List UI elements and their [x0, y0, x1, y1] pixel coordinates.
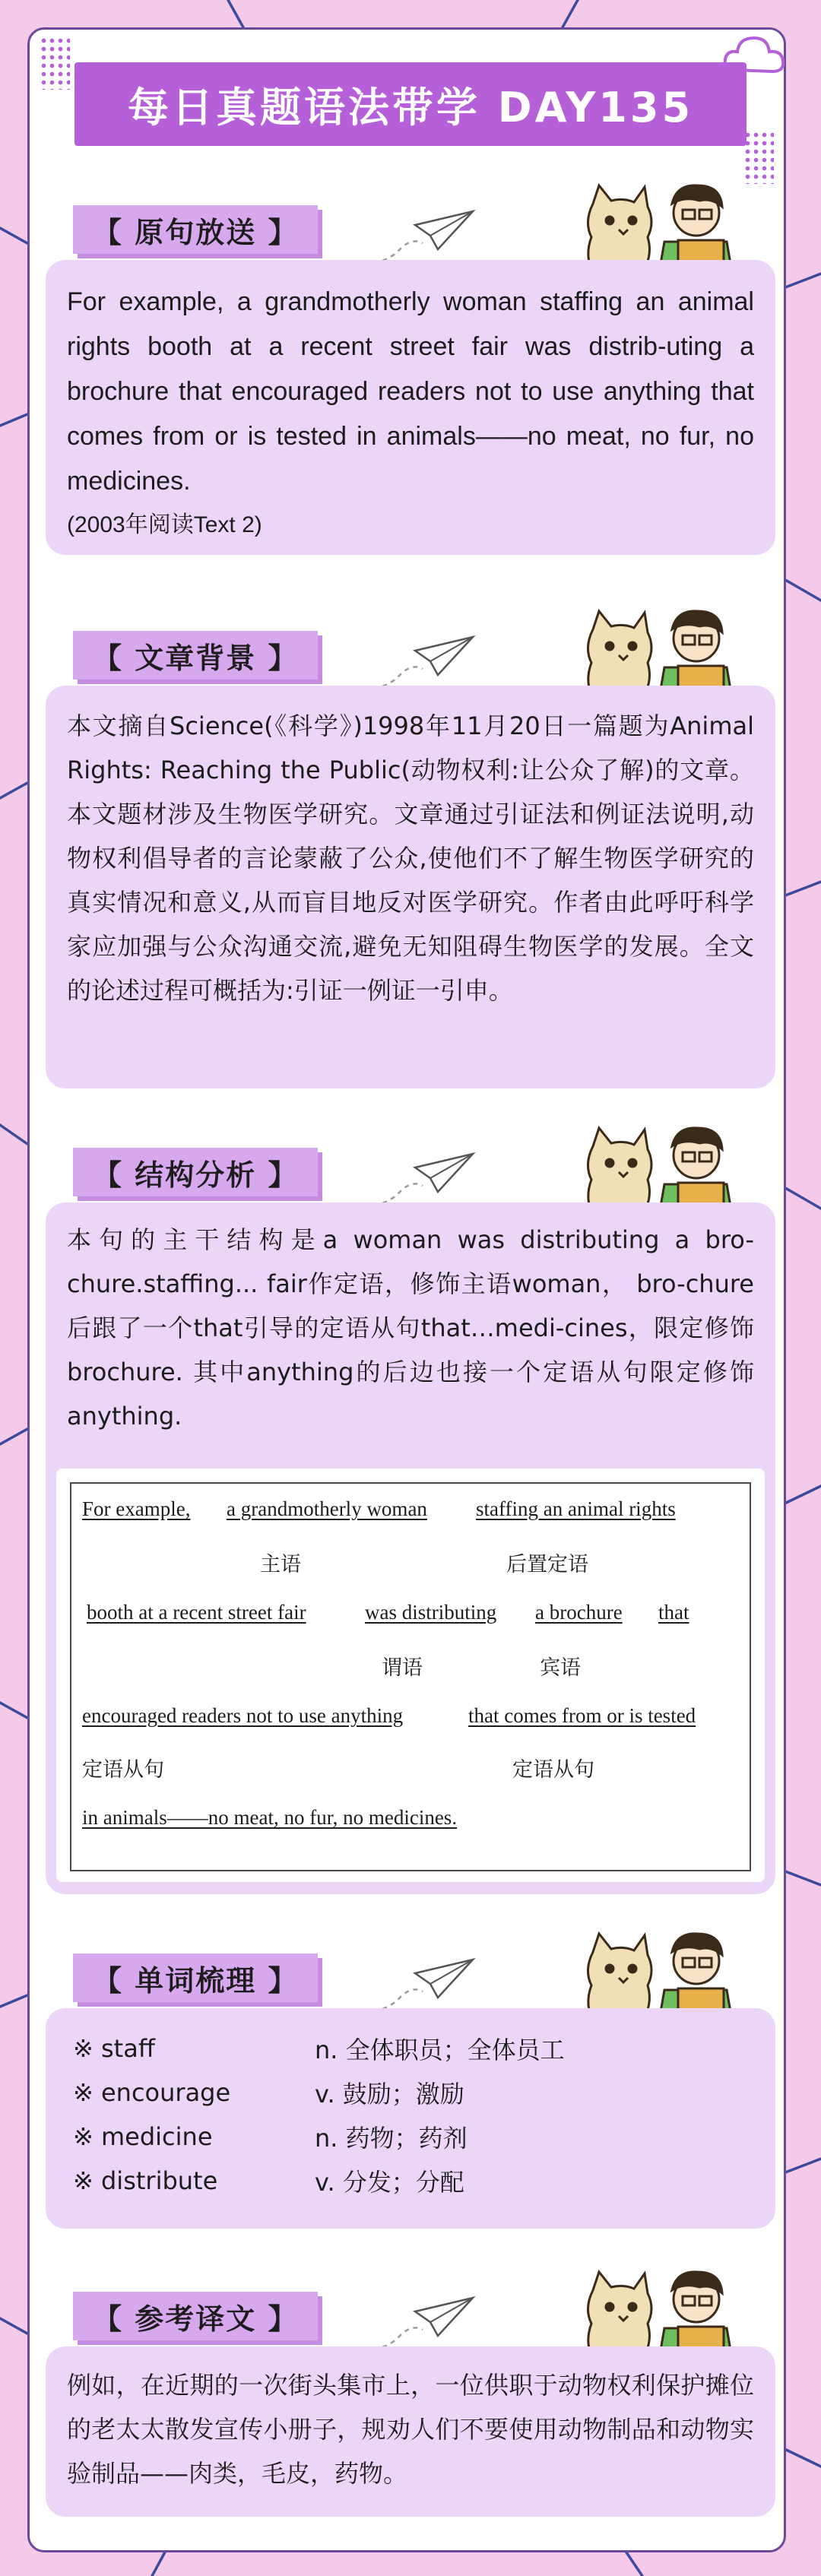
vocab-word: ※ staff — [73, 2034, 155, 2063]
vocab-meaning: n. 全体职员；全体员工 — [315, 2036, 565, 2064]
grammar-label: 主语 — [260, 1553, 301, 1576]
content-card — [46, 260, 775, 555]
diagram-border — [70, 1482, 751, 1871]
diagram-segment: was distributing — [365, 1601, 497, 1624]
diagram-segment: For example, — [82, 1497, 191, 1520]
diagram-segment: that — [658, 1601, 689, 1624]
section-structure-analysis — [46, 1148, 775, 1908]
source-note: (2003年阅读Text 2) — [67, 512, 262, 537]
section-title: 【 参考译文 】 — [93, 2302, 299, 2336]
diagram-segment: booth at a recent street fair — [87, 1601, 306, 1624]
vocab-meaning: v. 鼓励；激励 — [315, 2080, 464, 2109]
sentence-structure-diagram — [56, 1469, 765, 1882]
section-title-tag — [73, 1953, 318, 2002]
content-card — [46, 2008, 775, 2229]
diagram-segment: staffing an animal rights — [476, 1497, 676, 1520]
section-title: 【 单词梳理 】 — [93, 1963, 299, 1998]
page-title-text: 每日真题语法带学 DAY135 — [127, 83, 694, 131]
vocab-item — [73, 2071, 464, 2115]
vocab-word: ※ medicine — [73, 2122, 213, 2151]
section-translation — [46, 2292, 775, 2527]
diagram-segment: in animals——no meat, no fur, no medicines. — [82, 1806, 458, 1829]
content-card — [46, 2346, 775, 2517]
grammar-label: 定语从句 — [512, 1758, 594, 1782]
vocab-meaning: v. 分发；分配 — [315, 2168, 464, 2197]
page-title — [74, 62, 747, 146]
section-title-tag — [73, 1148, 318, 1196]
article-background-text: 本文摘自Science(《科学》)1998年11月20日一篇题为Animal Rights: Reaching the Public(动物权利:让公众了解)的文章。本文题材涉及生物医学研究。文章通过引证法和例证法说明,动物权利倡导者的言论蒙蔽了公众,使他们不了解生物医学研究的真实情况和意义,从而盲目地反对医学研究。作者由此呼吁科学家应加强与公众沟通交流,避免无知阻碍生物医学的发展。全文的论述过程可概括为:引证一例证一引申。 — [67, 711, 754, 1005]
grammar-label: 谓语 — [382, 1656, 423, 1680]
vocab-item — [73, 2026, 565, 2071]
vocab-word: ※ distribute — [73, 2166, 218, 2195]
grammar-label: 定语从句 — [82, 1758, 164, 1782]
vocab-item — [73, 2159, 464, 2203]
section-original-sentence — [46, 205, 775, 570]
section-title-tag — [73, 631, 318, 680]
section-title: 【 文章背景 】 — [93, 641, 299, 675]
section-vocabulary — [46, 1953, 775, 2242]
section-title: 【 结构分析 】 — [93, 1158, 299, 1192]
structure-analysis-text: 本句的主干结构是a woman was distributing a bro-chure.staffing... fair作定语，修饰主语woman， bro-chure后跟了一个that引导的定语从句that…medi-cines，限定修饰brochure. 其中anything的后边也接一个定语从句限定修饰anything. — [67, 1225, 754, 1431]
original-sentence: For example, a grandmotherly woman staffing an animal rights booth at a recent street fair was distrib-uting a brochure that encouraged readers not to use anything that comes from or is tested in animals——no meat, no fur, no medicines. — [67, 287, 754, 496]
section-title-tag — [73, 205, 318, 254]
vocab-meaning: n. 药物；药剂 — [315, 2124, 468, 2153]
decor-dots — [743, 131, 774, 184]
grammar-label: 后置定语 — [506, 1553, 588, 1576]
section-title-tag — [73, 2292, 318, 2340]
diagram-segment: that comes from or is tested — [468, 1704, 696, 1727]
diagram-segment: encouraged readers not to use anything — [82, 1704, 404, 1727]
section-title: 【 原句放送 】 — [93, 215, 299, 249]
content-card — [46, 686, 775, 1088]
vocab-item — [73, 2115, 468, 2159]
diagram-segment: a brochure — [535, 1601, 623, 1624]
translation-text: 例如，在近期的一次街头集市上，一位供职于动物权利保护摊位的老太太散发宣传小册子，规劝人们不要使用动物制品和动物实验制品——肉类，毛皮，药物。 — [67, 2371, 754, 2488]
vocab-word: ※ encourage — [73, 2078, 231, 2107]
diagram-segment: a grandmotherly woman — [227, 1497, 427, 1520]
content-card — [46, 1202, 775, 1894]
grammar-label: 宾语 — [540, 1656, 581, 1680]
decor-dots — [40, 36, 70, 90]
section-article-background — [46, 631, 775, 1102]
